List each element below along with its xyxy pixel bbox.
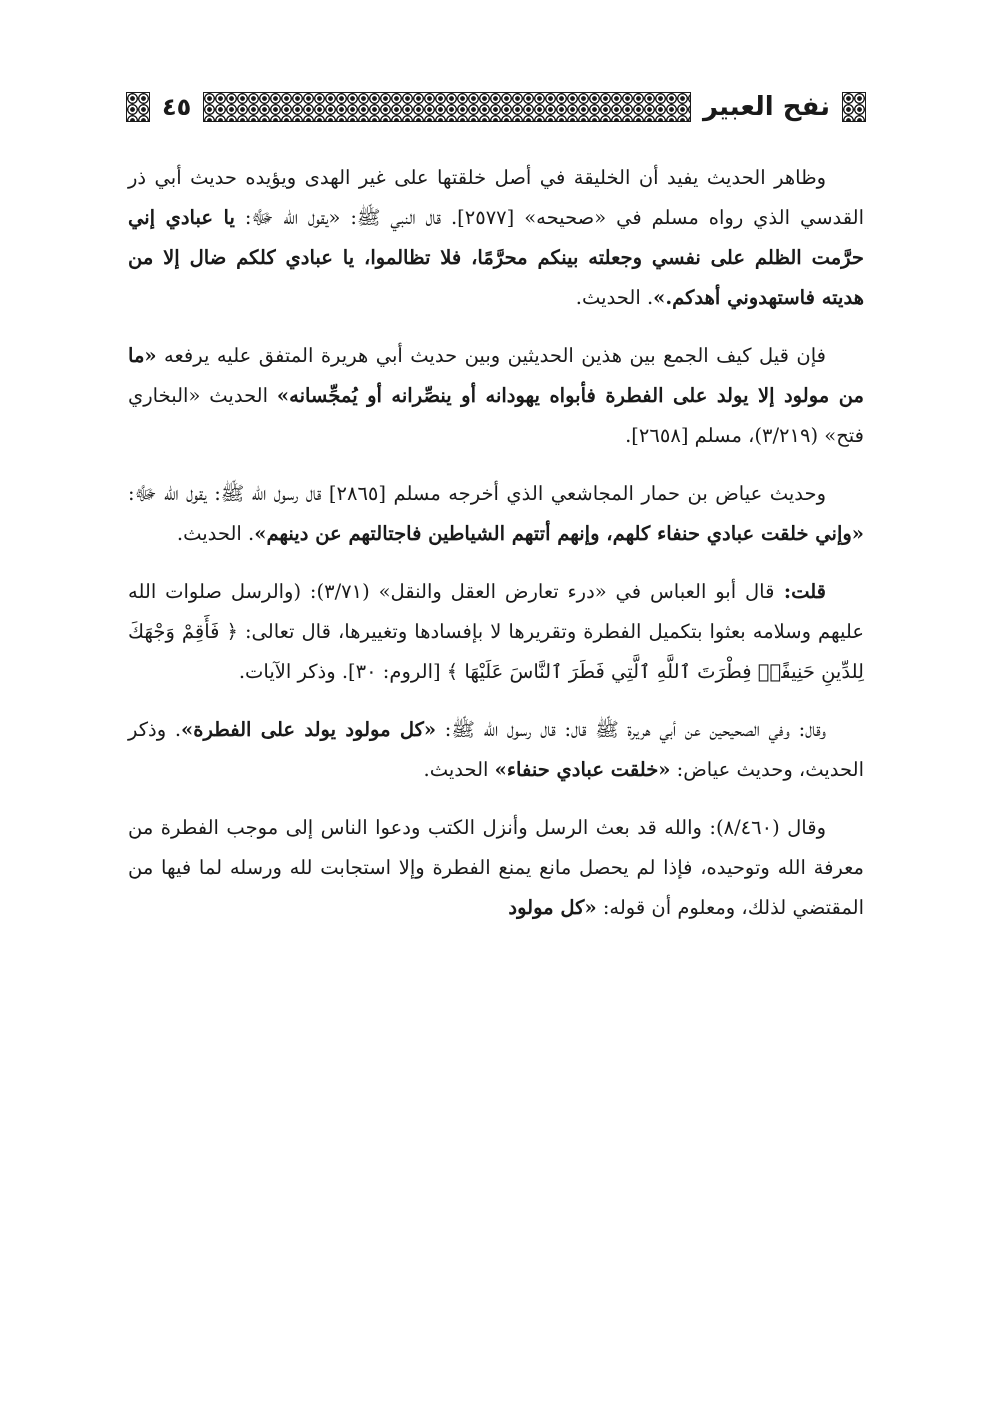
hadith-bold-text: «كل مولود يولد على الفطرة»	[181, 718, 437, 741]
text-segment: وظاهر الحديث يفيد أن الخليقة في أصل خلقتها على غير الهدى ويؤيده حديث أبي ذر القدسي الذي رواه مسلم في «صحيحه» [٢٥٧٧]. قال النبي ﷺ: «يقول الله ﷻ:	[128, 166, 864, 229]
ornament-right	[842, 92, 866, 122]
hadith-bold-text: يا عبادي إني حرَّمت الظلم على نفسي وجعلته بينكم محرَّمًا، فلا تظالموا، يا عبادي كلكم ضال إلا من هديته فاستهدوني أهدكم.»	[128, 206, 864, 309]
text-segment: الحديث «البخاري فتح» (٣/٢١٩)، مسلم [٢٦٥٨].	[128, 384, 864, 447]
text-segment: الحديث.	[423, 758, 495, 781]
page-body	[128, 158, 864, 946]
text-segment: وحديث عياض بن حمار المجاشعي الذي أخرجه مسلم [٢٨٦٥] قال رسول الله ﷺ: يقول الله ﷻ:	[128, 482, 826, 505]
ornament-left	[126, 92, 150, 122]
text-segment: وقال (٨/٤٦٠): والله قد بعث الرسل وأنزل الكتب ودعوا الناس إلى موجب الفطرة من معرفة الله وتوحيده، فإذا لم يحصل مانع يمنع الفطرة وإلا استجابت لله ورسله لما فيها من المقتضي لذلك، ومعلوم أن قوله:	[128, 816, 864, 919]
paragraph	[128, 158, 864, 318]
text-segment: . الحديث.	[176, 522, 255, 545]
qult-label: قلت:	[774, 580, 827, 603]
paragraph	[128, 474, 864, 554]
paragraph	[128, 808, 864, 928]
paragraph	[128, 572, 864, 692]
text-segment: . وذكر الحديث، وحديث عياض:	[128, 718, 864, 781]
hadith-bold-text: «كل مولود	[508, 896, 597, 919]
page-header	[126, 86, 866, 128]
text-segment: فإن قيل كيف الجمع بين هذين الحديثين وبين حديث أبي هريرة المتفق عليه يرفعه	[156, 344, 826, 367]
paragraph	[128, 710, 864, 790]
text-segment: وقال: وفي الصحيحين عن أبي هريرة ﷺ قال: قال رسول الله ﷺ:	[436, 718, 826, 741]
paragraph	[128, 336, 864, 456]
page-number: ٤٥	[162, 93, 192, 121]
text-segment: . الحديث.	[575, 286, 654, 309]
hadith-bold-text: «وإني خلقت عبادي حنفاء كلهم، وإنهم أتتهم الشياطين فاجتالتهم عن دينهم»	[254, 522, 864, 545]
ornament-middle	[203, 92, 691, 122]
book-title: نفح العبير	[702, 92, 830, 122]
hadith-bold-text: «ما من مولود إلا يولد على الفطرة فأبواه يهودانه أو ينصِّرانه أو يُمجِّسانه»	[128, 344, 864, 407]
text-segment: قال أبو العباس في «درء تعارض العقل والنقل» (٣/٧١): (والرسل صلوات الله عليهم وسلامه بعثوا بتكميل الفطرة وتقريرها لا بإفسادها وتغييرها، قال تعالى: ﴿ فَأَقِمْ وَجْهَكَ لِلدِّينِ حَنِيفًاۚ فِطْرَتَ ٱللَّهِ ٱلَّتِي فَطَرَ ٱلنَّاسَ عَلَيْهَا ﴾ [الروم: ٣٠]. وذكر الآيات.	[128, 580, 864, 683]
hadith-bold-text: «خلقت عبادي حنفاء»	[494, 758, 671, 781]
